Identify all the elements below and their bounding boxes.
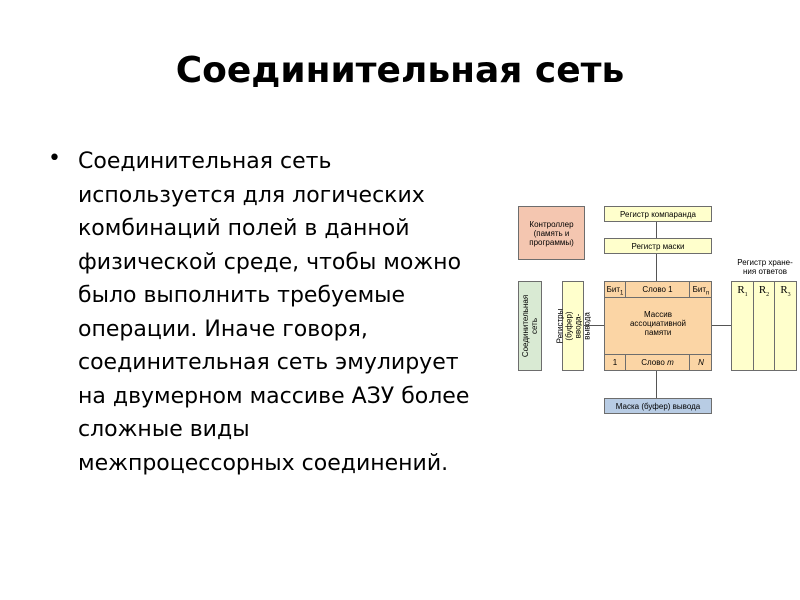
connection-network-box <box>518 281 542 371</box>
mask-register-label: Регистр маски <box>631 241 685 251</box>
response-register-r2: $R_2$ <box>754 282 775 370</box>
slide-title: Соединительная сеть <box>175 50 625 91</box>
comparand-register-box <box>604 206 712 222</box>
array-bottom-row <box>605 354 711 370</box>
connector-array-output <box>656 371 657 398</box>
response-register-r1: $R_1$ <box>732 282 754 370</box>
io-registers-label: Регистры (буфер) ввода-вывода <box>555 308 591 344</box>
array-top-row <box>605 282 711 298</box>
connector-comparand-mask <box>656 222 657 238</box>
word-last-cell: Слово m <box>641 358 674 367</box>
row-last-index-cell: N <box>689 355 712 370</box>
bullet-text: Соединительная сеть используется для логических комбинаций полей в данной физической среде, чтобы можно было выполнить требуемые операции. Иначе говоря, соединительная сеть эмулирует на двумерном массиве АЗУ более сложные виды межпроцессорных соединений. <box>78 149 470 476</box>
word-first-cell: Слово 1 <box>642 285 673 294</box>
memory-array-box <box>604 281 712 371</box>
connector-mask-array <box>656 254 657 281</box>
response-registers-box <box>731 281 797 371</box>
memory-array-label: Массив ассоциативной памяти <box>629 310 687 337</box>
bit-first-cell: Бит$_1$ <box>605 282 626 297</box>
bit-last-cell: Бит$_n$ <box>689 282 712 297</box>
connection-network-label: Соединительная сеть <box>521 294 540 358</box>
output-mask-box <box>604 398 712 414</box>
controller-box <box>518 206 585 260</box>
response-registers-caption: Регистр хране-ния ответов <box>737 258 793 276</box>
row-first-index-cell: 1 <box>605 355 626 370</box>
output-mask-label: Маска (буфер) вывода <box>615 401 701 411</box>
io-registers-box <box>555 281 591 371</box>
mask-register-box <box>604 238 712 254</box>
response-register-r3: $R_3$ <box>780 284 791 299</box>
connector-array-response <box>711 325 731 326</box>
comparand-register-label: Регистр компаранда <box>620 209 696 219</box>
controller-label: Контроллер (память и программы) <box>529 219 574 247</box>
bullet-marker: • <box>48 146 61 171</box>
